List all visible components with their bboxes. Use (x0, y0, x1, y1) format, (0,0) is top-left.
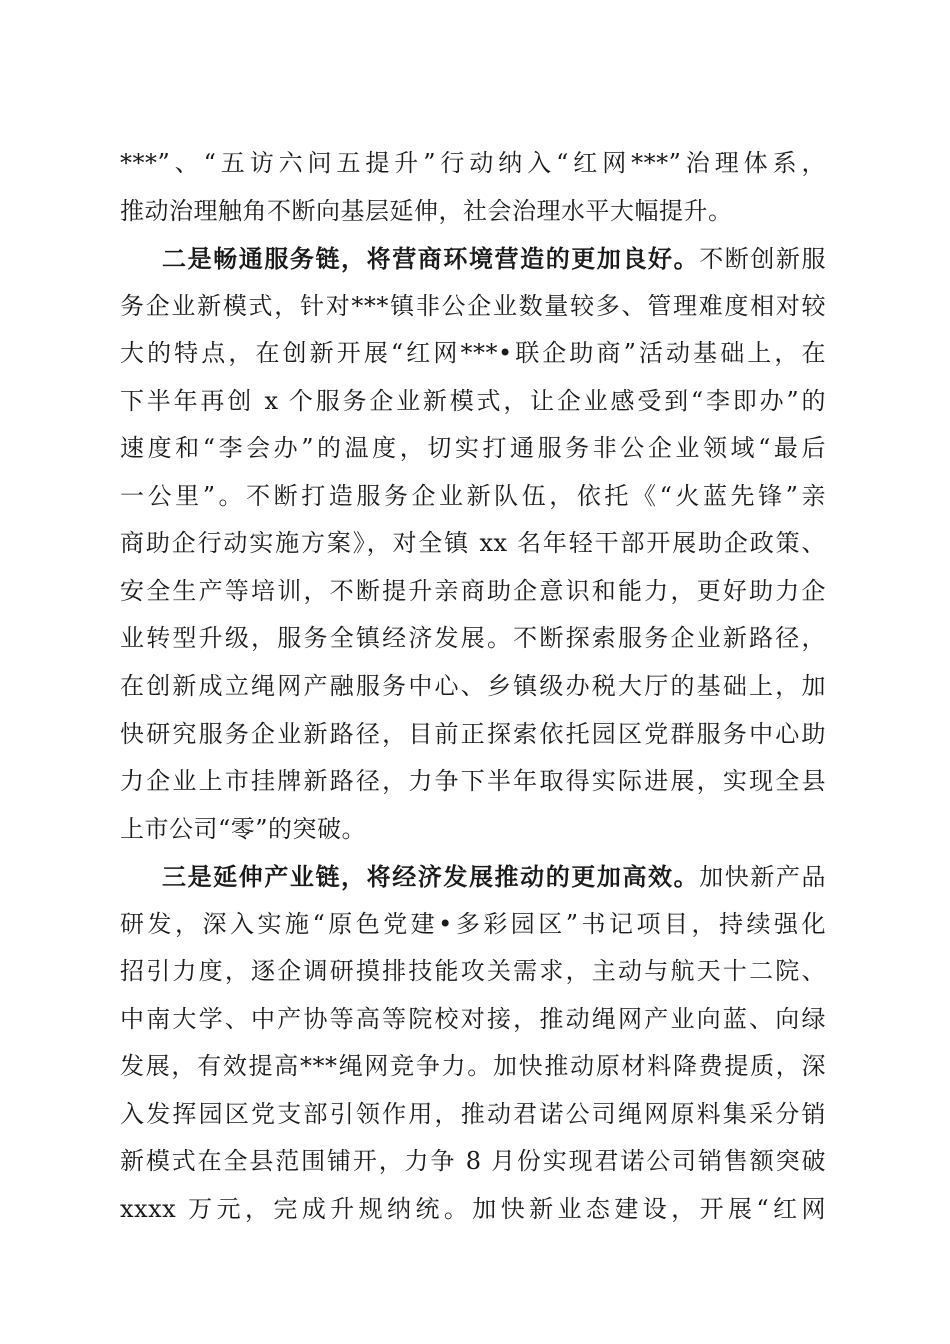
first-line-rest: 不断创新服 (699, 245, 827, 274)
paragraph-lead-heading: 二是畅通服务链，将营商环境营造的更加良好。 (162, 244, 700, 274)
text-line: 推动治理触角不断向基层延伸，社会治理水平大幅提升。 (120, 196, 733, 225)
text-line: 研发，深入实施“原色党建•多彩园区”书记项目，持续强化 (120, 909, 826, 938)
text-line: 商助企行动实施方案》，对全镇 xx 名年轻干部开展助企政策、 (120, 529, 826, 558)
text-line: 业转型升级，服务全镇经济发展。不断探索服务企业新路径， (120, 624, 826, 653)
text-line: xxxx 万元，完成升规纳统。加快新业态建设，开展“红网 (120, 1195, 826, 1224)
document-body (120, 140, 826, 1234)
paragraph-first-line (120, 235, 826, 283)
text-line: 入发挥园区党支部引领作用，推动君诺公司绳网原料集采分销 (120, 1099, 826, 1128)
paragraph-1 (120, 140, 826, 235)
text-line: 新模式在全县范围铺开，力争 8 月份实现君诺公司销售额突破 (120, 1147, 826, 1176)
text-line: 力企业上市挂牌新路径，力争下半年取得实际进展，实现全县 (120, 767, 826, 796)
text-line: 在创新成立绳网产融服务中心、乡镇级办税大厅的基础上，加 (120, 672, 826, 701)
text-line: 一公里”。不断打造服务企业新队伍，依托《“火蓝先锋”亲 (120, 481, 826, 510)
first-line-rest: 加快新产品 (699, 863, 827, 892)
paragraph-first-line (120, 853, 826, 901)
text-line: 速度和“李会办”的温度，切实打通服务非公企业领域“最后 (120, 434, 826, 463)
paragraph-lead-heading: 三是延伸产业链，将经济发展推动的更加高效。 (162, 862, 700, 892)
text-line: 发展，有效提高***绳网竞争力。加快推动原材料降费提质，深 (120, 1052, 826, 1081)
text-line: 招引力度，逐企调研摸排技能攻关需求，主动与航天十二院、 (120, 957, 826, 986)
text-line: 快研究服务企业新路径，目前正探索依托园区党群服务中心助 (120, 719, 826, 748)
text-line: 上市公司“零”的突破。 (120, 814, 367, 843)
text-line: ***”、“五访六问五提升”行动纳入“红网***”治理体系， (120, 149, 826, 177)
text-line: 大的特点，在创新开展“红网***•联企助商”活动基础上，在 (120, 339, 826, 368)
paragraph-3 (120, 853, 826, 1233)
text-line: 下半年再创 x 个服务企业新模式，让企业感受到“李即办”的 (120, 386, 826, 415)
text-line: 安全生产等培训，不断提升亲商助企意识和能力，更好助力企 (120, 576, 826, 605)
text-line: 务企业新模式，针对***镇非公企业数量较多、管理难度相对较 (120, 291, 826, 320)
paragraph-2 (120, 235, 826, 853)
text-line: 中南大学、中产协等高等院校对接，推动绳网产业向蓝、向绿 (120, 1004, 826, 1033)
